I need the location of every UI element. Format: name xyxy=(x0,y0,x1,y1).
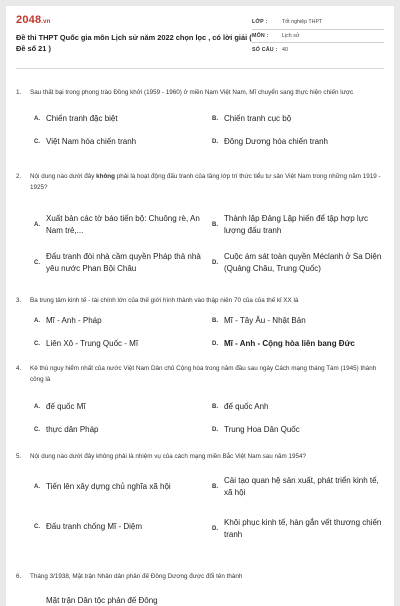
option-a[interactable]: A. đế quốc Mĩ xyxy=(34,401,86,413)
option-d[interactable]: D. Cuộc ám sát toàn quyền Méclanh ở Sa Diện (Quảng Châu, Trung Quốc) xyxy=(212,251,384,275)
option-c[interactable]: C. thực dân Pháp xyxy=(34,424,99,436)
option-d[interactable]: D. Đông Dương hóa chiến tranh xyxy=(212,136,328,148)
option-d[interactable]: D. Mĩ - Anh - Cộng hòa liên bang Đức xyxy=(212,338,355,350)
question-stem: 6. Tháng 3/1938, Mặt trận Nhân dân phản đế Đông Dương được đổi tên thành xyxy=(16,572,384,583)
document-page xyxy=(6,6,394,606)
site-logo[interactable]: 2048.vn xyxy=(16,14,384,26)
question-6 xyxy=(16,572,384,583)
option-c[interactable]: C. Việt Nam hóa chiến tranh xyxy=(34,136,136,148)
option-b[interactable]: B. Mĩ - Tây Âu - Nhật Bản xyxy=(212,315,306,327)
option-a[interactable]: A. Tiến lên xây dựng chủ nghĩa xã hội xyxy=(34,481,206,493)
option-b[interactable]: B. Chiến tranh cục bộ xyxy=(212,113,291,125)
document-title: Đề thi THPT Quốc gia môn Lịch sử năm 2022 chọn lọc , có lời giải ( Đề số 21 ) xyxy=(16,32,256,54)
option-c[interactable]: C. Liên Xô - Trung Quốc - Mĩ xyxy=(34,338,138,350)
question-1 xyxy=(16,88,384,99)
option-b[interactable]: B. Thành lập Đảng Lập hiến để tập hợp lực lượng đấu tranh xyxy=(212,213,384,237)
option-b[interactable]: B. đế quốc Anh xyxy=(212,401,268,413)
question-4 xyxy=(16,364,384,385)
question-stem: 2. Nội dung nào dưới đây không phải là hoạt động đấu tranh của tầng lớp trí thức tiểu tư sản Việt Nam trong những năm 1919 - 1925? xyxy=(16,172,384,193)
option-c[interactable]: C. Đấu tranh chống Mĩ - Diệm xyxy=(34,521,206,533)
meta-row-count: SỐ CÂU : 40 xyxy=(252,43,384,57)
question-stem: 4. Kẻ thù nguy hiểm nhất của nước Việt Nam Dân chủ Cộng hòa trong năm đầu sau ngày Cách mạng tháng Tám (1945) thành công là xyxy=(16,364,384,385)
meta-row-class: LỚP : Tốt nghiệp THPT xyxy=(252,16,384,30)
option-d[interactable]: D. Trung Hoa Dân Quốc xyxy=(212,424,300,436)
meta-row-subject: MÔN : Lịch sử xyxy=(252,30,384,44)
question-2 xyxy=(16,172,384,193)
question-stem: 3. Ba trung tâm kinh tế - tài chính lớn của thế giới hình thành vào thập niên 70 của của thế kỉ XX là xyxy=(16,296,384,307)
question-stem: 5. Nội dung nào dưới đây không phải là nhiệm vụ của cách mạng miền Bắc Việt Nam sau năm 1954? xyxy=(16,452,384,463)
header-divider xyxy=(16,68,384,69)
question-3 xyxy=(16,296,384,307)
option-b[interactable]: B. Cải tạo quan hệ sản xuất, phát triển kinh tế, xã hội xyxy=(212,475,384,499)
option-d[interactable]: D. Khôi phục kinh tế, hàn gắn vết thương chiến tranh xyxy=(212,517,384,541)
question-5 xyxy=(16,452,384,463)
option-a[interactable]: A. Xuất bản các tờ báo tiến bộ: Chuông rè, An Nam trẻ,... xyxy=(34,213,206,237)
document-header xyxy=(6,6,394,60)
option-a[interactable]: Mặt trận Dân tộc phản đế Đông xyxy=(46,595,158,606)
question-stem: 1. Sau thất bại trong phong trào Đồng khởi (1959 - 1960) ở miền Nam Việt Nam, Mĩ chuyển sang thực hiện chiến lược xyxy=(16,88,384,99)
option-c[interactable]: C. Đấu tranh đòi nhà cầm quyền Pháp thả nhà yêu nước Phan Bội Châu xyxy=(34,251,206,275)
document-meta xyxy=(252,16,384,57)
option-a[interactable]: A. Mĩ - Anh - Pháp xyxy=(34,315,102,327)
option-a[interactable]: A. Chiến tranh đặc biệt xyxy=(34,113,118,125)
